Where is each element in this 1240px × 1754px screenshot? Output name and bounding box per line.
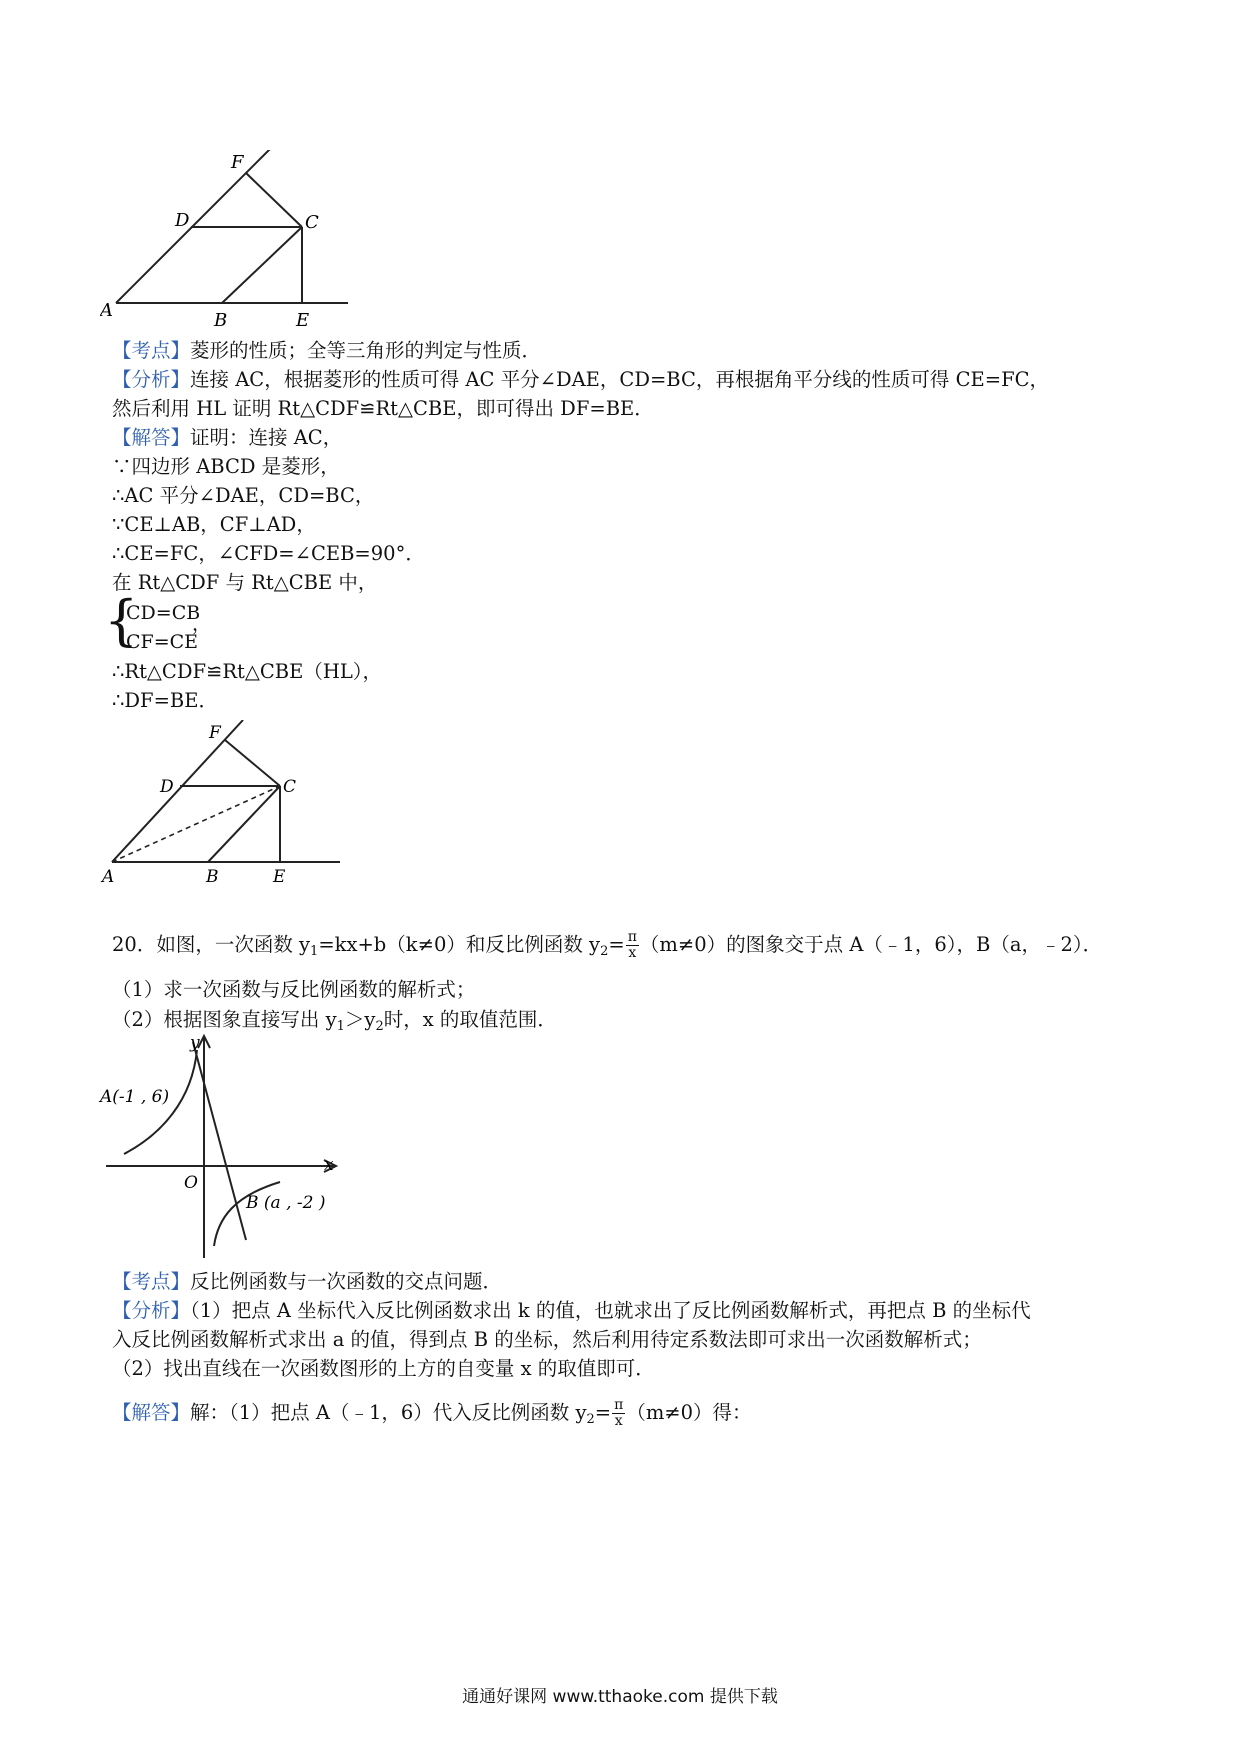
fig3-label-y: y	[190, 1033, 200, 1053]
system-line-2: CF=CE	[126, 631, 199, 653]
system-brace: {	[104, 589, 139, 652]
fig1-label-a: A	[100, 300, 113, 321]
fig3-label-point-b: B (a , -2 )	[246, 1193, 326, 1213]
fig1-label-c: C	[305, 212, 319, 233]
tag-kaodian: 【考点】	[112, 339, 191, 362]
q19-step-5: 在 Rt△CDF 与 Rt△CBE 中，	[112, 571, 378, 594]
fig2-label-a: A	[102, 867, 115, 887]
q19-jieda: 【解答】证明：连接 AC，	[112, 426, 343, 449]
fraction-pi-over-x: $\frac{\pi}{x}$	[627, 929, 637, 961]
fig1-label-b: B	[214, 310, 228, 331]
q19-step-2: ∴AC 平分∠DAE，CD=BC，	[112, 484, 375, 507]
fig2-label-b: B	[206, 867, 219, 887]
q19-kaodian: 【考点】菱形的性质；全等三角形的判定与性质．	[112, 339, 542, 362]
fig1-label-d: D	[175, 210, 190, 231]
system-line-1: CD=CB	[126, 602, 201, 624]
q19-step-4: ∴CE=FC，∠CFD=∠CEB=90°．	[112, 542, 425, 565]
q20-kaodian: 【考点】反比例函数与一次函数的交点问题．	[112, 1270, 503, 1293]
q19-step-1: ∵四边形 ABCD 是菱形，	[112, 455, 340, 478]
fig2-label-e: E	[273, 867, 286, 887]
fig3-label-o: O	[184, 1173, 198, 1193]
tag-jieda: 【解答】	[112, 1401, 191, 1424]
figure-function-graph	[98, 1030, 358, 1265]
system-comma: ，	[192, 613, 212, 635]
q19-step-3: ∵CE⊥AB，CF⊥AD，	[112, 513, 316, 536]
tag-kaodian: 【考点】	[112, 1270, 191, 1293]
q20-fenxi: 【分析】（1）把点 A 坐标代入反比例函数求出 k 的值，也就求出了反比例函数解析式，再把点 B 的坐标代	[112, 1299, 1031, 1322]
footer-source: 通通好课网 www.tthaoke.com 提供下载	[462, 1687, 778, 1707]
q20-part-1: （1）求一次函数与反比例函数的解析式；	[112, 978, 476, 1001]
q20-part-2: （2）根据图象直接写出 $y_1>y_2$时，x 的取值范围．	[112, 1008, 557, 1034]
tag-fenxi: 【分析】	[112, 1299, 191, 1322]
fig2-label-f: F	[209, 723, 221, 743]
fig3-label-point-a: A(-1 , 6)	[100, 1087, 170, 1107]
fig1-label-f: F	[231, 152, 244, 173]
tag-fenxi: 【分析】	[112, 368, 191, 391]
q20-fenxi-3: （2）找出直线在一次函数图形的上方的自变量 x 的取值即可．	[112, 1357, 655, 1380]
figure-rhombus-2	[100, 720, 345, 905]
q19-step-hl: ∴Rt△CDF≌Rt△CBE（HL），	[112, 660, 383, 683]
tag-jieda: 【解答】	[112, 426, 191, 449]
q19-fenxi-2: 然后利用 HL 证明 Rt△CDF≌Rt△CBE，即可得出 DF=BE．	[112, 397, 654, 420]
fig3-label-x: x	[324, 1155, 334, 1175]
q19-fenxi: 【分析】连接 AC，根据菱形的性质可得 AC 平分∠DAE，CD=BC，再根据角平分线的性质可得 CE=FC，	[112, 368, 1050, 391]
q19-step-final: ∴DF=BE．	[112, 689, 218, 712]
q20-fenxi-2: 入反比例函数解析式求出 a 的值，得到点 B 的坐标，然后利用待定系数法即可求出一次函数解析式；	[112, 1328, 982, 1351]
fig1-label-e: E	[296, 310, 310, 331]
fig2-label-c: C	[283, 777, 297, 797]
fig2-label-d: D	[160, 777, 174, 797]
q20-question: 20．如图，一次函数 $y_1=kx+b(k\ne 0)$和反比例函数 $y_2=$ $\frac{\pi}{x}$ （m≠0）的图象交于点 A（﹣1，6），B（a，﹣2）．	[112, 929, 1103, 961]
fraction-pi-over-x: $\frac{\pi}{x}$	[614, 1397, 624, 1429]
q20-jieda: 【解答】解：（1）把点 A（﹣1，6）代入反比例函数 $y_2=$ $\frac{\pi}{x}$ （m≠0）得：	[112, 1397, 752, 1429]
